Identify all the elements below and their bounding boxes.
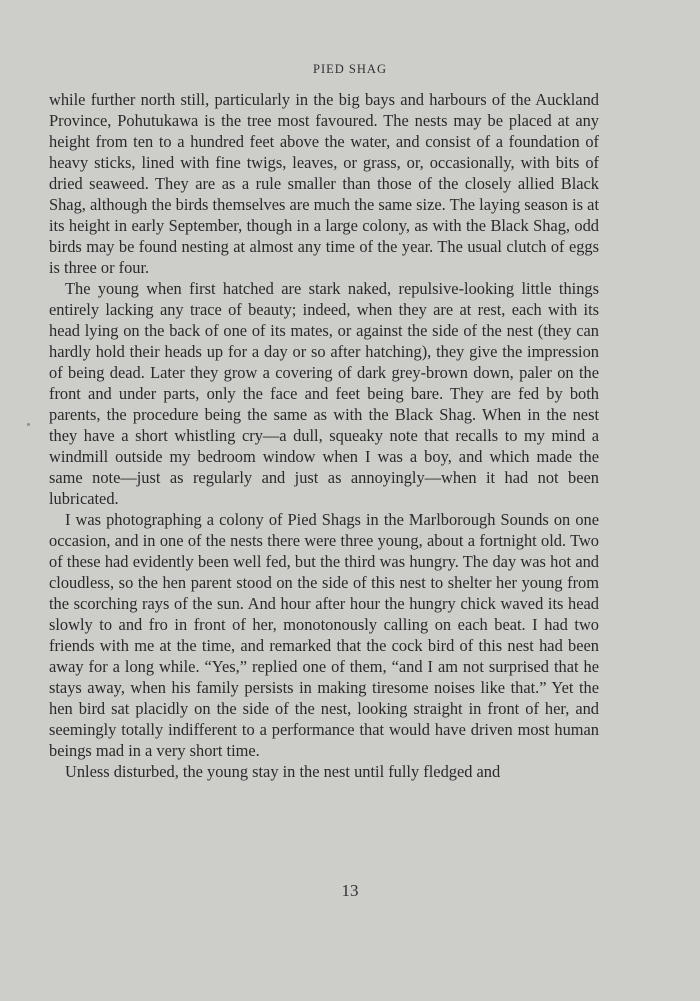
paragraph: Unless disturbed, the young stay in the nest until fully fledged and — [65, 762, 501, 781]
body-text — [49, 89, 599, 782]
paragraph: I was photographing a colony of Pied Shags in the Marlborough Sounds on one occasion, and in one of the nests there were three young, about a fortnight old. Two of these had evidently been well fed, but the third was hungry. The day was hot and cloudless, so the hen parent stood on the side of this nest to shelter her young from the scorching rays of the sun. And hour after hour the hungry chick waved its head slowly to and fro in front of her, monotonously calling on each beat. I had two friends with me at the time, and remarked that the cock bird of this nest had been away for a long while. “Yes,” replied one of them, “and I am not surprised that he stays away, when his family persists in making tiresome noises like that.” Yet the hen bird sat placidly on the side of the nest, looking straight in front of her, and seemingly totally indifferent to a performance that would have driven most human beings mad in a very short time. — [49, 510, 599, 760]
paragraph: while further north still, particularly in the big bays and harbours of the Auckland Province, Pohutukawa is the tree most favoured. The nests may be placed at any height from ten to a hundred feet above the water, and consist of a foundation of heavy sticks, lined with fine twigs, leaves, or grass, or, occasionally, with bits of dried seaweed. They are as a rule smaller than those of the closely allied Black Shag, although the birds themselves are much the same size. The laying season is at its height in early September, though in a large colony, as with the Black Shag, odd birds may be found nesting at almost any time of the year. The usual clutch of eggs is three or four. — [49, 90, 599, 277]
running-head: PIED SHAG — [313, 62, 387, 76]
paragraph: The young when first hatched are stark naked, repulsive-looking little things entirely lacking any trace of beauty; indeed, when they are at rest, each with its head lying on the back of one of its mates, or against the side of the nest (they can hardly hold their heads up for a day or so after hatching), they give the impression of being dead. Later they grow a covering of dark grey-brown down, paler on the front and under parts, only the face and feet being bare. They are fed by both parents, the procedure being the same as with the Black Shag. When in the nest they have a short whistling cry—a dull, squeaky note that recalls to my mind a windmill outside my bedroom window when I was a boy, and which made the same note—just as regularly and just as annoyingly—when it had not been lubricated. — [49, 279, 599, 508]
paper-speck — [27, 423, 30, 426]
page-number: 13 — [341, 881, 359, 900]
